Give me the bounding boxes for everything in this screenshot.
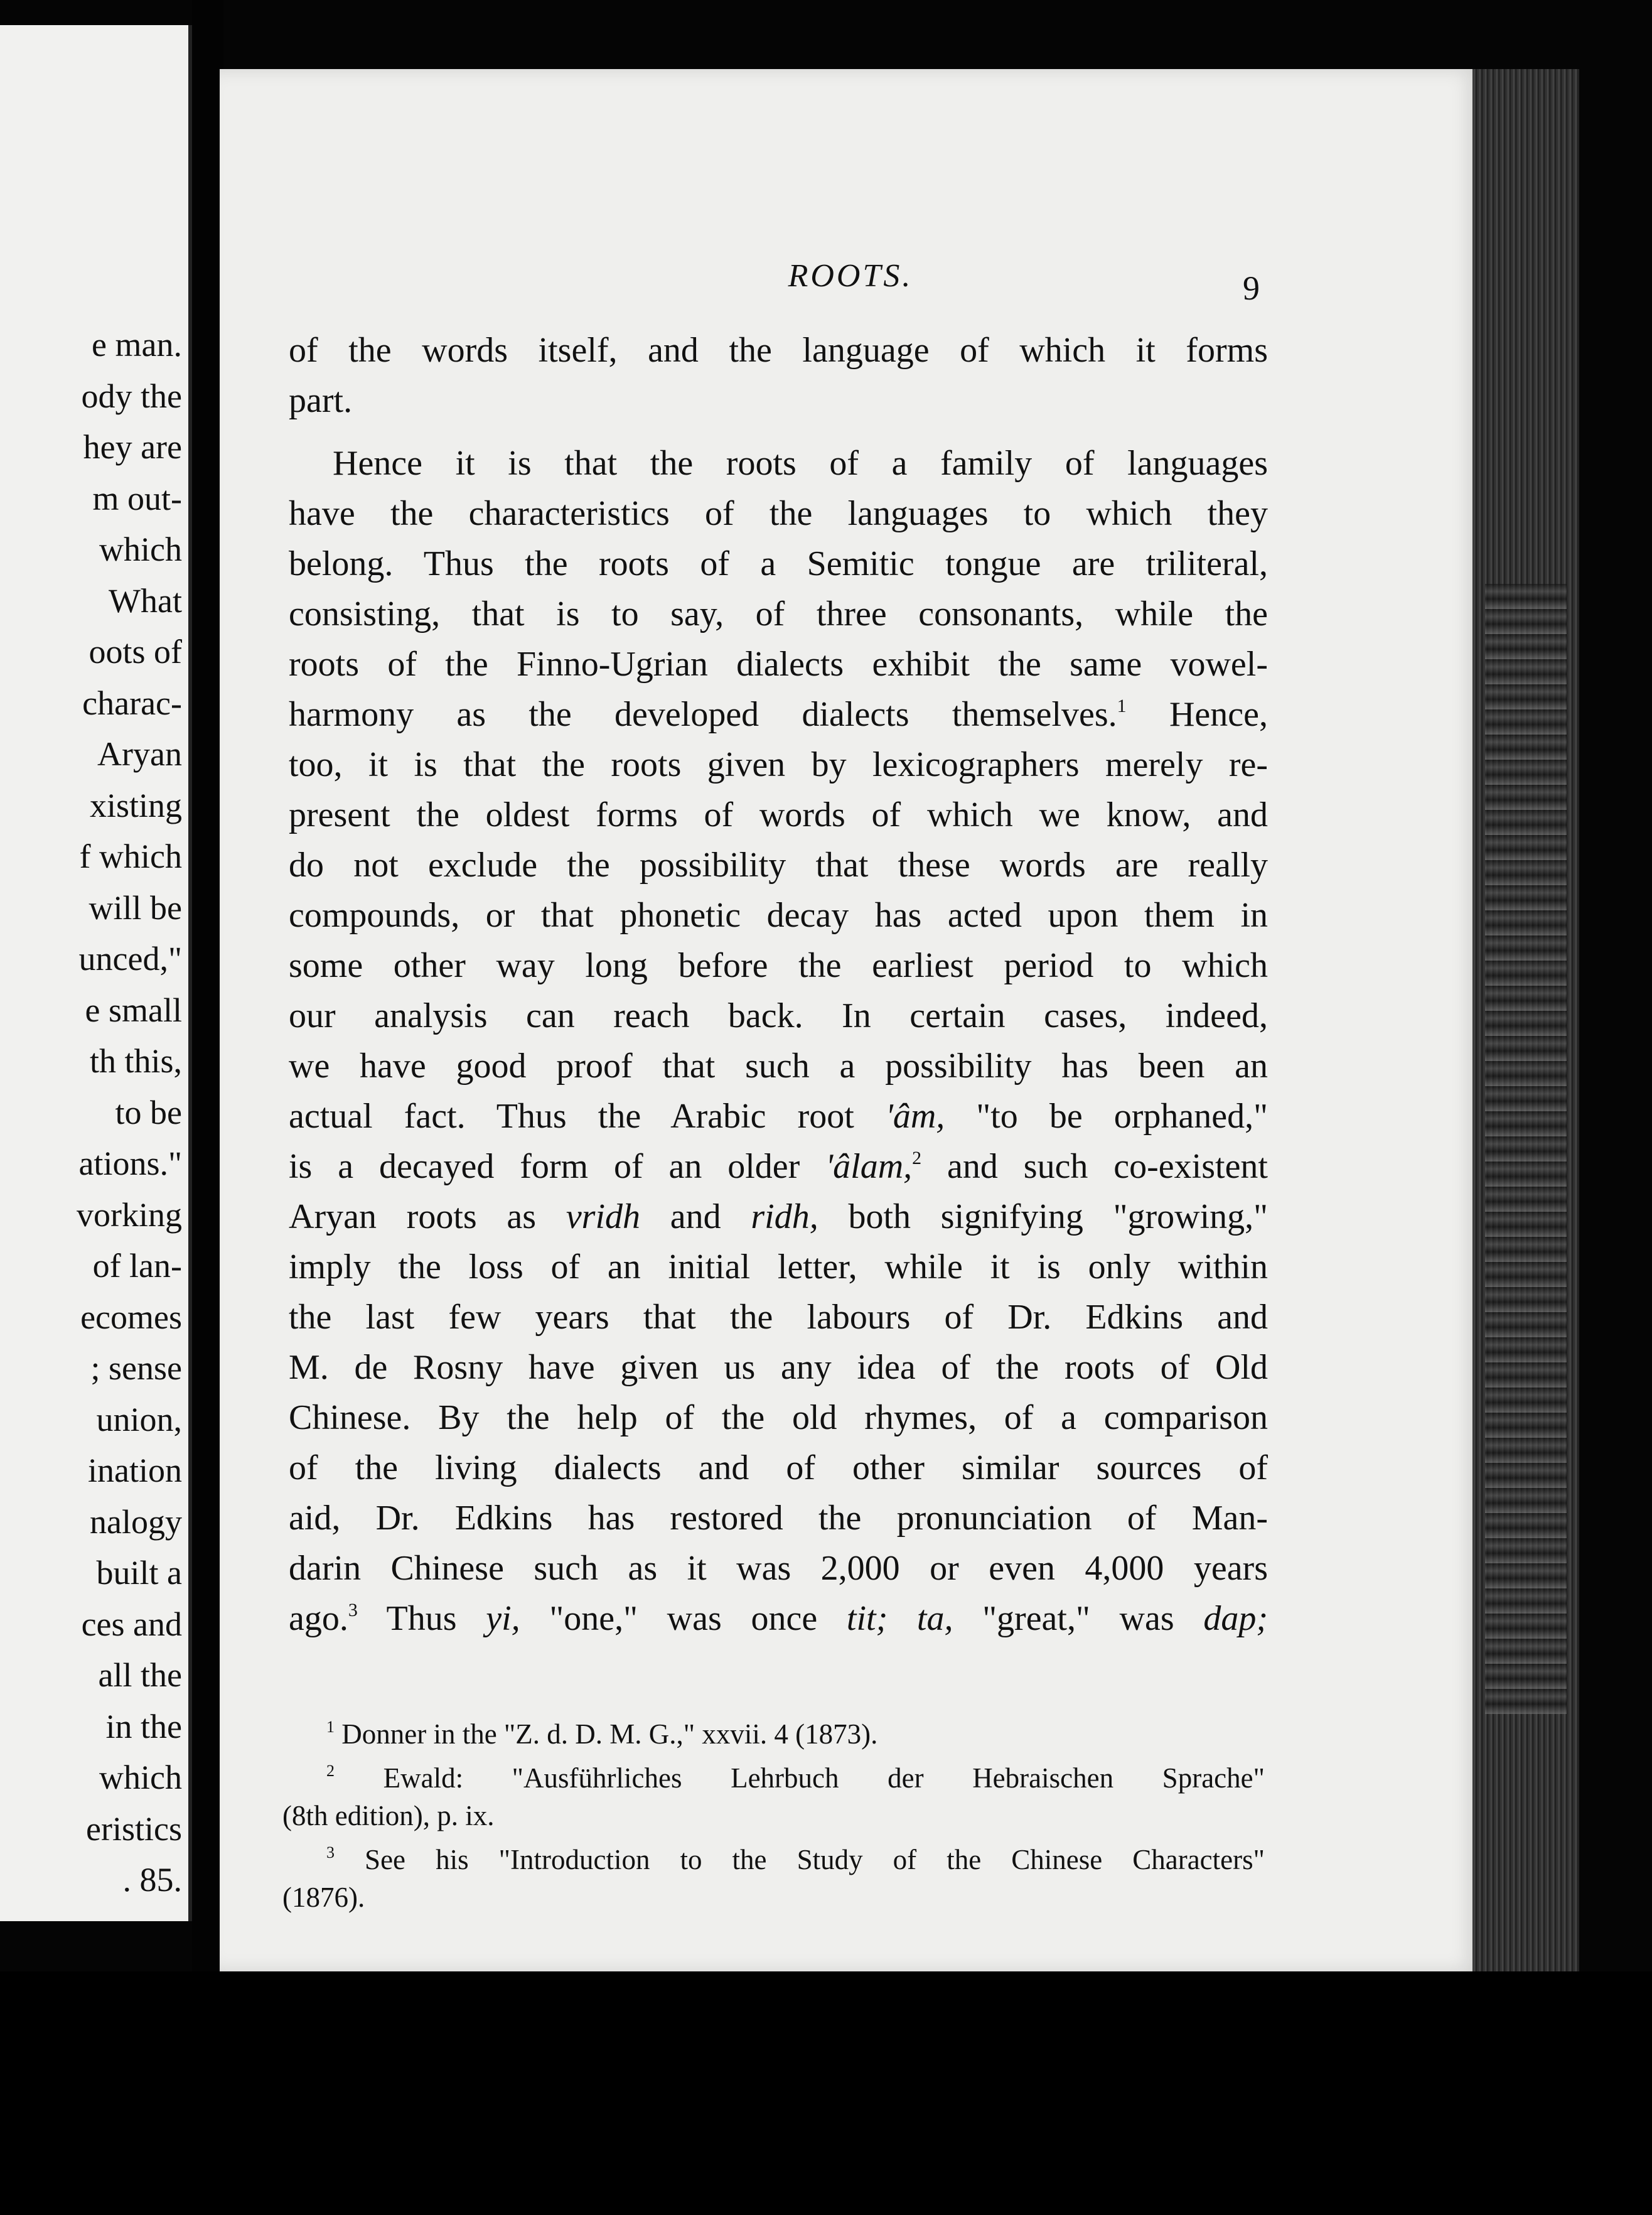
body-line: Hence it is that the roots of a family of languages — [333, 444, 1268, 483]
body-line: Chinese. By the help of the old rhymes, of a comparison — [289, 1398, 1268, 1437]
left-page-line: which — [99, 1759, 182, 1796]
left-page-line: of lan- — [92, 1247, 182, 1285]
left-page-line: Aryan — [97, 735, 182, 773]
left-page-line: union, — [96, 1400, 182, 1438]
body-line: of the words itself, and the language of which it forms — [289, 331, 1268, 370]
left-page-line: built a — [96, 1554, 182, 1592]
left-page-line: nalogy — [90, 1502, 182, 1541]
body-line: compounds, or that phonetic decay has acted upon them in — [289, 896, 1268, 935]
left-page-line: charac- — [82, 684, 182, 722]
body-line: part. — [289, 381, 353, 420]
left-facing-page — [0, 25, 192, 1921]
left-page-line: ations." — [78, 1145, 182, 1182]
body-line: Aryan roots as vridh and ridh, both signifying "growing," — [289, 1197, 1268, 1236]
left-page-line: unced," — [78, 940, 182, 978]
book-gutter — [192, 0, 223, 2215]
left-page-line: ; sense — [90, 1349, 182, 1387]
body-line: of the living dialects and of other similar sources of — [289, 1448, 1268, 1487]
left-page-line: th this, — [89, 1042, 182, 1080]
body-line: is a decayed form of an older 'âlam,$^2$ and such co-existent — [289, 1147, 1268, 1186]
bottom-background — [0, 1971, 1652, 2215]
footnote: (1876). — [282, 1882, 365, 1913]
body-line: too, it is that the roots given by lexicographers merely re- — [289, 745, 1268, 784]
body-line: roots of the Finno-Ugrian dialects exhibit the same vowel- — [289, 645, 1268, 684]
left-page-line: ces and — [81, 1605, 182, 1643]
left-page-line: eristics — [86, 1809, 182, 1848]
left-page-line: ody the — [81, 377, 182, 415]
body-line: ago.$^3$ Thus yi, "one," was once tit; ta, "great," was dap; — [289, 1599, 1268, 1638]
footnote: (8th edition), p. ix. — [282, 1800, 495, 1831]
left-page-line: to be — [115, 1093, 182, 1131]
left-page-line: . 85. — [122, 1861, 182, 1899]
footnote: $^3$ See his "Introduction to the Study of the Chinese Characters" — [326, 1843, 1265, 1875]
left-page-line: f which — [79, 838, 182, 875]
body-line: our analysis can reach back. In certain cases, indeed, — [289, 996, 1268, 1035]
running-head: ROOTS. — [788, 258, 913, 294]
body-line: aid, Dr. Edkins has restored the pronunciation of Man- — [289, 1499, 1268, 1538]
body-line: darin Chinese such as it was 2,000 or even 4,000 years — [289, 1549, 1268, 1588]
footnote-ref: 2 — [912, 1148, 922, 1168]
page-edges — [1472, 69, 1579, 1971]
left-page-line: e small — [85, 991, 182, 1029]
body-line: consisting, that is to say, of three consonants, while the — [289, 595, 1268, 633]
footnote-ref: 3 — [348, 1600, 358, 1620]
body-line: some other way long before the earliest period to which — [289, 946, 1268, 985]
left-page-line: m out- — [92, 479, 182, 517]
body-line: imply the loss of an initial letter, while it is only within — [289, 1248, 1268, 1286]
left-page-line: will be — [88, 888, 182, 927]
body-line: present the oldest forms of words of which we know, and — [289, 795, 1268, 834]
body-line: belong. Thus the roots of a Semitic tongue are triliteral, — [289, 544, 1268, 583]
page-number: 9 — [1243, 269, 1260, 307]
left-page-line: What — [109, 581, 182, 620]
left-page-line: vorking — [77, 1195, 182, 1234]
left-page-line: which — [99, 531, 182, 568]
left-page-line: xisting — [89, 786, 182, 824]
body-line: actual fact. Thus the Arabic root 'âm, "to be orphaned," — [289, 1097, 1268, 1136]
footnote: $^1$ Donner in the "Z. d. D. M. G.," xxvii. 4 (1873). — [326, 1718, 878, 1750]
left-page-line: ecomes — [80, 1298, 182, 1336]
body-line: do not exclude the possibility that these words are really — [289, 846, 1268, 885]
left-page-line: hey are — [83, 428, 182, 466]
left-page-line: all the — [98, 1656, 182, 1694]
body-line: have the characteristics of the languages to which they — [289, 494, 1268, 533]
footnote-ref: 1 — [1117, 696, 1127, 716]
footnote: $^2$ Ewald: "Ausführliches Lehrbuch der Hebraischen Sprache" — [326, 1762, 1265, 1794]
main-page — [220, 69, 1481, 1971]
edge-shading — [1485, 584, 1567, 1714]
body-line: we have good proof that such a possibility has been an — [289, 1047, 1268, 1086]
left-page-line: in the — [105, 1707, 182, 1745]
left-page-line: ination — [88, 1452, 182, 1489]
left-page-line: e man. — [92, 326, 182, 364]
body-line: M. de Rosny have given us any idea of the roots of Old — [289, 1348, 1268, 1387]
body-line: the last few years that the labours of Dr. Edkins and — [289, 1298, 1268, 1337]
body-line: harmony as the developed dialects themselves.$^1$ Hence, — [289, 695, 1268, 734]
left-page-line: oots of — [88, 633, 182, 671]
